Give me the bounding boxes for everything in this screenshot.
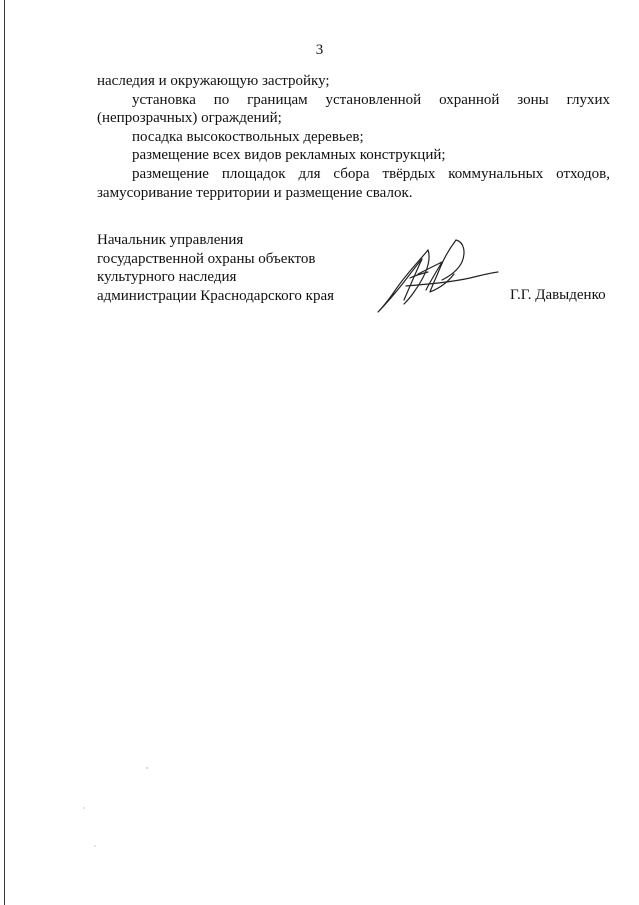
signer-name: Г.Г. Давыденко bbox=[510, 287, 606, 303]
body-line-trees-item: посадка высокоствольных деревьев; bbox=[132, 128, 364, 145]
body-line-fence-item-end: (непрозрачных) ограждений; bbox=[97, 110, 282, 127]
signer-position-line: культурного наследия bbox=[97, 269, 237, 286]
body-text bbox=[97, 72, 610, 202]
signer-position bbox=[97, 231, 334, 305]
signer-position-line: государственной охраны объектов bbox=[97, 250, 316, 267]
body-line-waste-item: размещение площадок для сбора твёрдых коммунальных отходов, bbox=[132, 165, 610, 182]
body-line-fence-item: установка по границам установленной охранной зоны глухих bbox=[132, 91, 610, 108]
handwritten-signature bbox=[370, 232, 510, 316]
page-number: 3 bbox=[315, 42, 324, 58]
scan-left-edge bbox=[4, 0, 5, 905]
body-line-advertising-item: размещение всех видов рекламных конструкций; bbox=[132, 147, 446, 164]
body-line-waste-item-end: замусоривание территории и размещение свалок. bbox=[97, 184, 413, 201]
signer-position-line: Начальник управления bbox=[97, 232, 244, 248]
body-line-continuation: наследия и окружающую застройку; bbox=[97, 73, 330, 89]
signer-position-line: администрации Краснодарского края bbox=[97, 287, 335, 304]
